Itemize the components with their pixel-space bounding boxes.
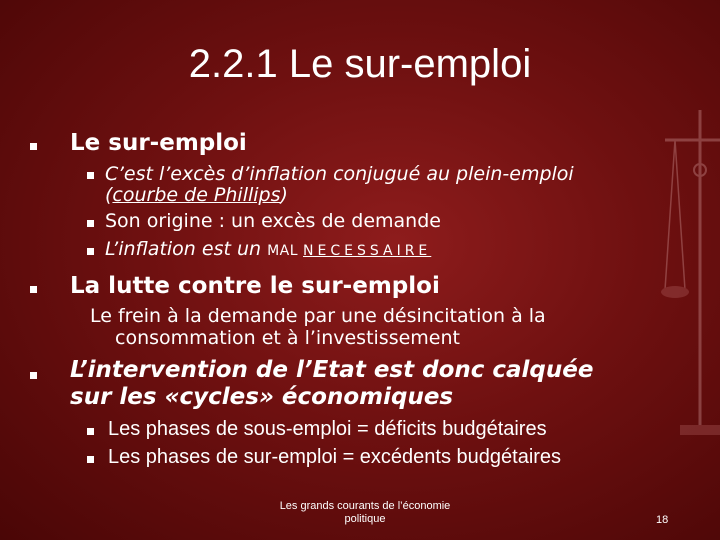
item1-sub3-prefix: L’inflation est un xyxy=(105,238,262,260)
item3-sub2: Les phases de sur-emploi = excédents budgétaires xyxy=(108,446,562,468)
item2-text-line2: consommation et à l’investissement xyxy=(115,327,460,349)
item1-heading: Le sur-emploi xyxy=(70,130,247,156)
item1-sub1-line1: C’est l’excès d’inflation conjugué au plein-emploi xyxy=(105,163,574,185)
bullet-icon xyxy=(30,143,37,150)
item1-sub3 xyxy=(105,238,431,260)
page-number: 18 xyxy=(656,514,669,526)
mal-word: MAL xyxy=(267,243,299,259)
necessaire-word: NECESSAIRE xyxy=(303,243,432,259)
item2-heading: La lutte contre le sur-emploi xyxy=(70,273,440,299)
item3-sub1: Les phases de sous-emploi = déficits budgétaires xyxy=(108,418,547,440)
bullet-icon xyxy=(30,372,37,379)
slide-title: 2.2.1 Le sur-emploi xyxy=(188,42,532,86)
footer-text xyxy=(250,500,480,526)
footer-line2: politique xyxy=(344,513,386,525)
bullet-icon xyxy=(87,172,94,179)
item1-sub2: Son origine : un excès de demande xyxy=(105,210,441,232)
item2-text-line1: Le frein à la demande par une désincitation à la xyxy=(90,305,546,327)
bullet-icon xyxy=(87,428,94,435)
footer-line1: Les grands courants de l’économie xyxy=(279,500,451,512)
bullet-icon xyxy=(87,248,94,255)
phillips-curve-link[interactable]: courbe de Phillips xyxy=(112,184,281,206)
item3-heading-line1: L’intervention de l’Etat est donc calquée xyxy=(70,357,594,383)
scale-of-justice-decoration xyxy=(660,110,720,440)
bullet-icon xyxy=(30,286,37,293)
item3-heading-line2: sur les «cycles» économiques xyxy=(70,384,454,410)
mal-necessaire xyxy=(267,243,431,259)
item1-sub1-line2: (courbe de Phillips) xyxy=(105,184,288,206)
bullet-icon xyxy=(87,456,94,463)
bullet-icon xyxy=(87,220,94,227)
